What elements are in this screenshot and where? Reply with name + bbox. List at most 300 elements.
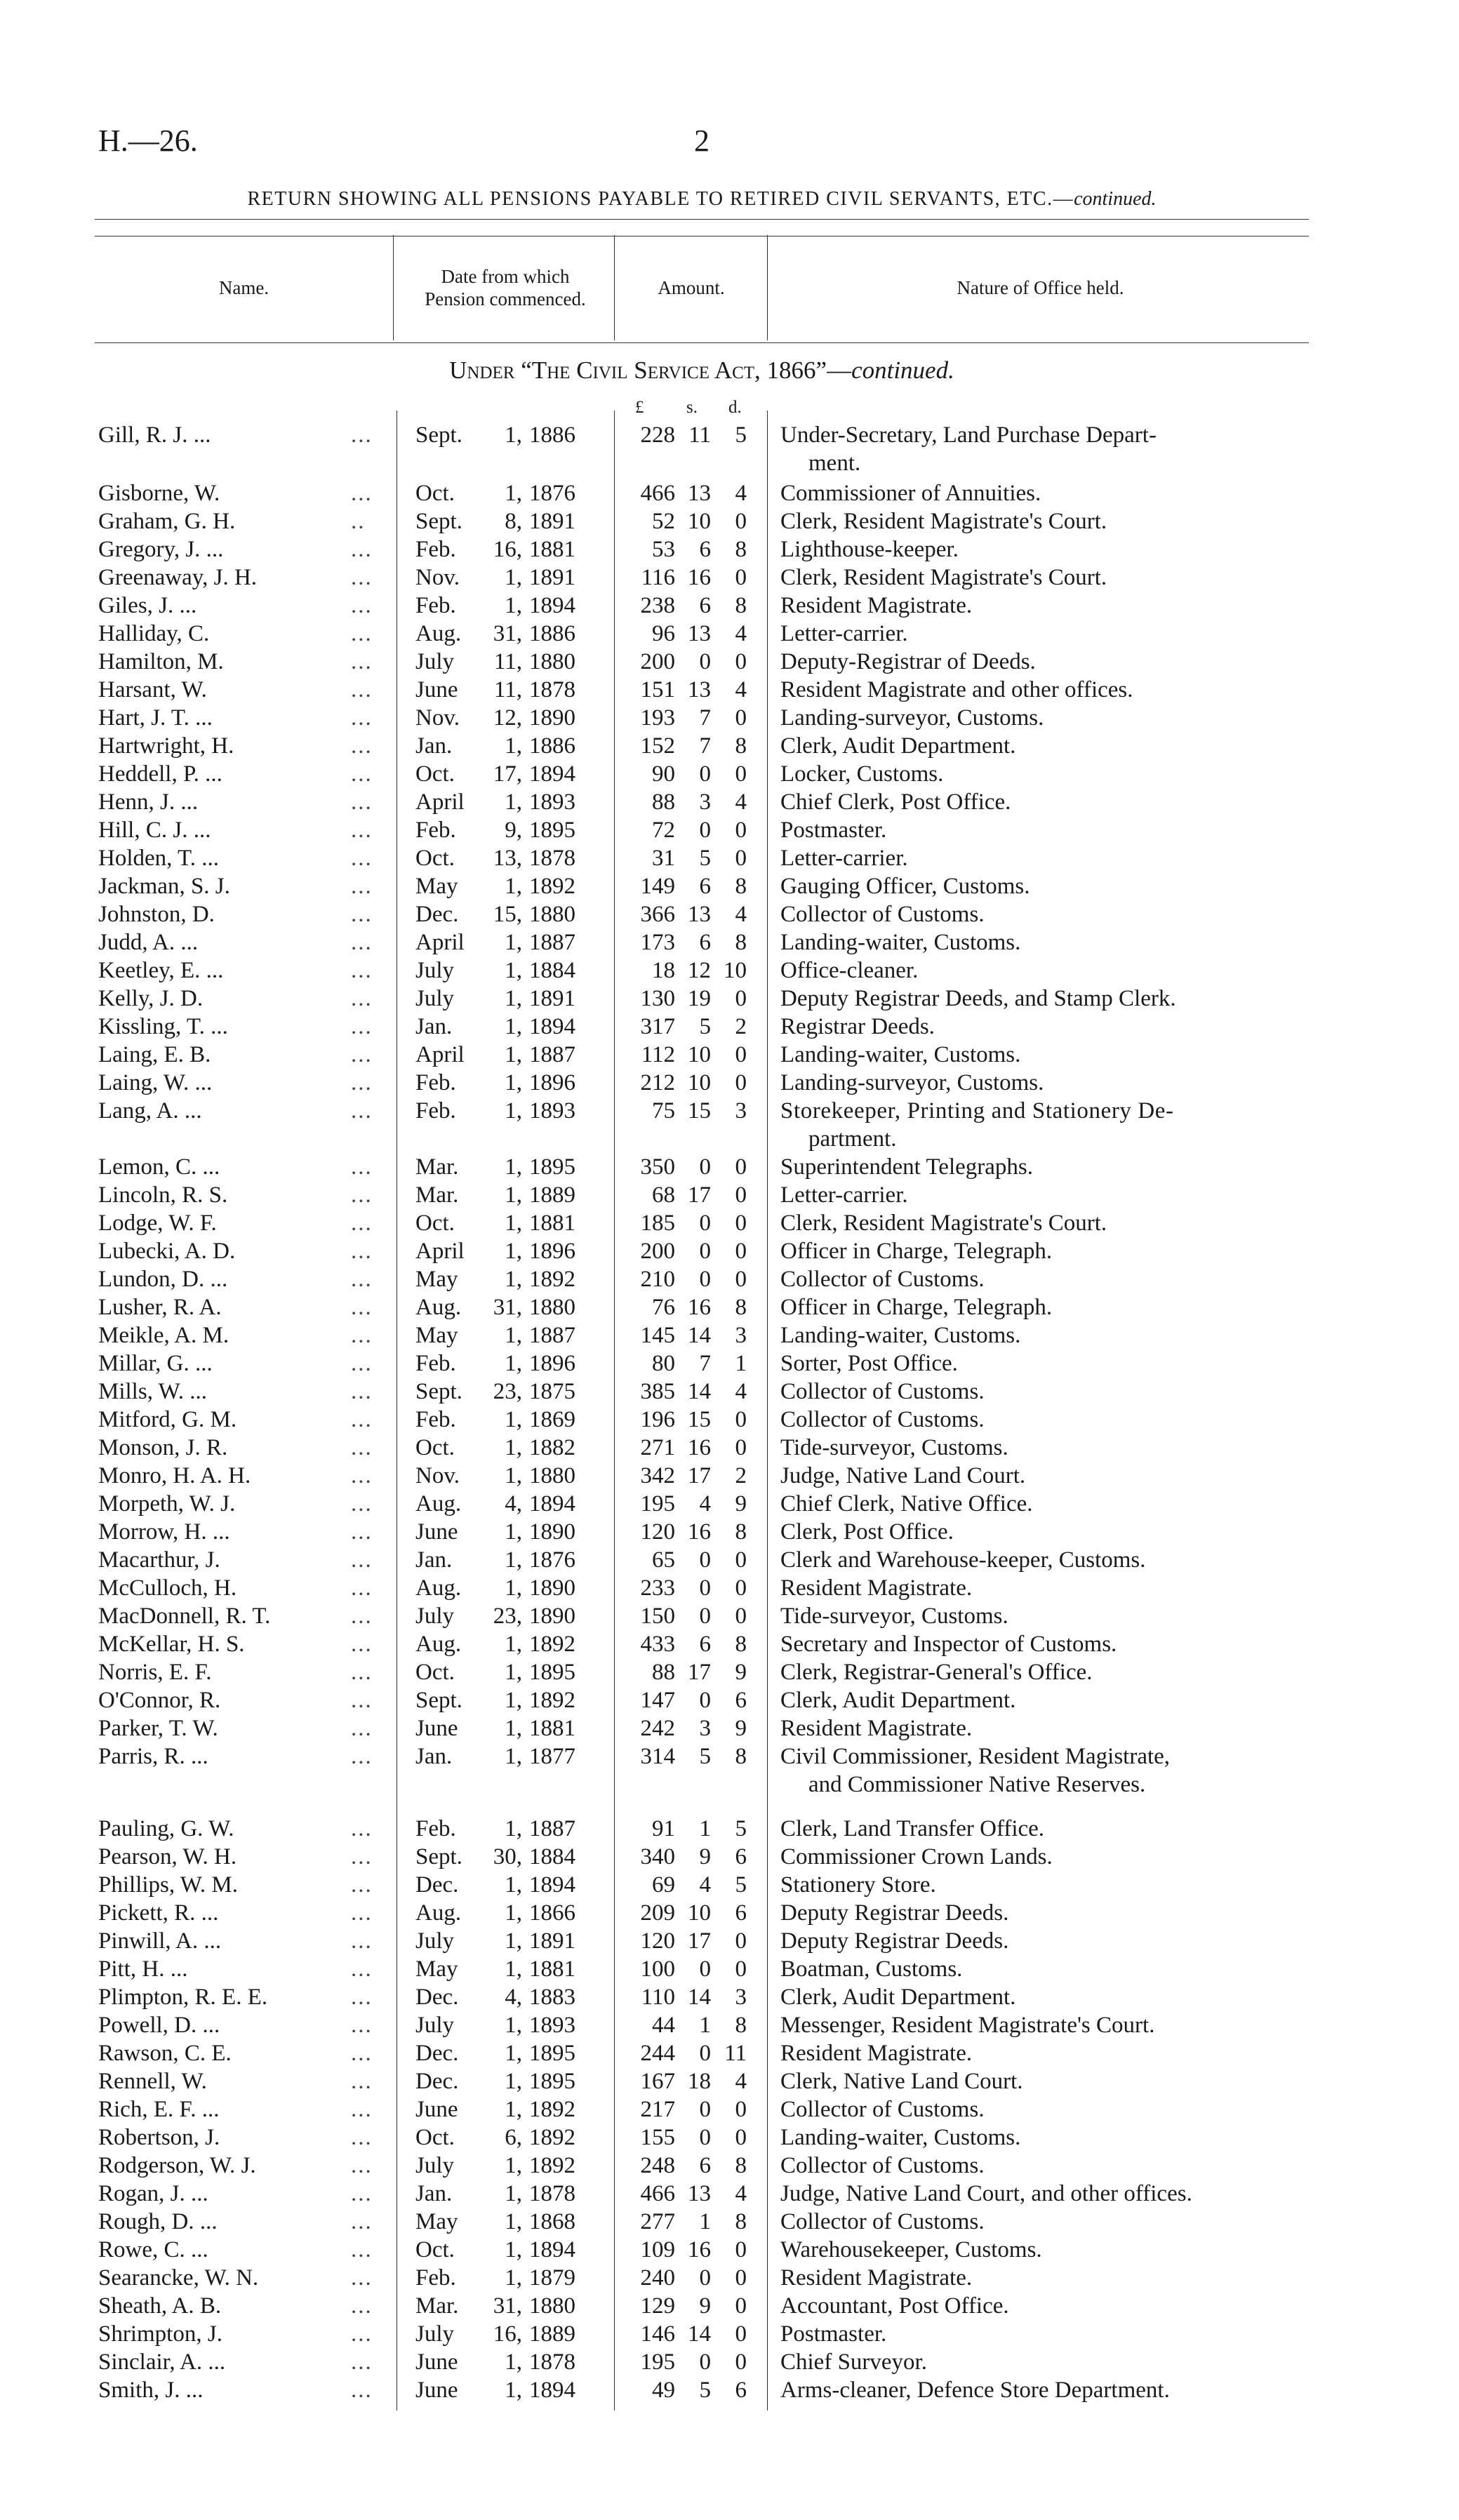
amount-pounds: 152	[640, 733, 675, 759]
pensioner-name: Henn, J. ...	[98, 789, 199, 815]
pension-start-day: 1,	[505, 1463, 522, 1488]
leader-dots: ...	[351, 789, 373, 815]
pensioner-name: Sheath, A. B.	[98, 2293, 222, 2319]
amount-shillings: 19	[688, 986, 711, 1011]
office-held: Clerk, Resident Magistrate's Court.	[780, 509, 1107, 534]
pension-start-year: 1896	[529, 1351, 575, 1376]
pension-start-year: 1890	[529, 705, 575, 731]
office-held	[780, 1742, 1170, 1799]
amount-pence: 4	[735, 677, 747, 702]
table-row	[0, 1237, 1459, 1265]
amount-pounds: 145	[640, 1323, 675, 1348]
amount-shillings: 0	[699, 649, 711, 674]
table-row	[0, 704, 1459, 732]
pension-start-month: July	[415, 1604, 455, 1629]
pensioner-name: Pinwill, A. ...	[98, 1928, 222, 1954]
pensioner-name: Powell, D. ...	[98, 2013, 220, 2038]
pension-start-year: 1884	[529, 1844, 575, 1869]
pension-start-year: 1882	[529, 1435, 575, 1460]
amount-pounds: 317	[640, 1014, 675, 1039]
amount-pence: 8	[735, 2013, 747, 2038]
table-row	[0, 2236, 1459, 2264]
amount-shillings: 5	[699, 1744, 711, 1769]
amount-pence: 3	[735, 1985, 747, 2010]
leader-dots: ...	[351, 1744, 373, 1769]
pension-start-year: 1895	[529, 2069, 575, 2094]
pension-start-day: 1,	[505, 2069, 522, 2094]
amount-shillings: 0	[699, 1267, 711, 1292]
pensioner-name: Lundon, D. ...	[98, 1267, 228, 1292]
pension-start-day: 1,	[505, 930, 522, 955]
amount-pounds: 75	[652, 1098, 675, 1124]
pensioner-name: Sinclair, A. ...	[98, 2349, 226, 2375]
leader-dots: ...	[351, 2125, 373, 2150]
office-held: Commissioner of Annuities.	[780, 481, 1041, 506]
office-held: Clerk, Resident Magistrate's Court.	[780, 565, 1107, 590]
office-held: Letter-carrier.	[780, 846, 908, 871]
amount-pence: 3	[735, 1098, 747, 1124]
amount-pounds: 244	[640, 2041, 675, 2066]
amount-pounds: 120	[640, 1928, 675, 1954]
amount-pounds: 195	[640, 1491, 675, 1516]
amount-shillings: 1	[699, 2013, 711, 2038]
table-row	[0, 985, 1459, 1013]
leader-dots: ...	[351, 902, 373, 927]
pensioner-name: Searancke, W. N.	[98, 2265, 259, 2291]
pension-start-day: 1,	[505, 2265, 522, 2291]
amount-shillings: 14	[688, 1323, 711, 1348]
amount-pounds: 112	[641, 1042, 675, 1067]
office-held: Lighthouse-keeper.	[780, 537, 959, 562]
pensioner-name: Monro, H. A. H.	[98, 1463, 251, 1488]
pension-start-month: Jan.	[415, 1744, 453, 1769]
column-separator	[393, 235, 394, 340]
pension-start-month: July	[415, 649, 455, 674]
amount-pounds: 233	[640, 1575, 675, 1601]
amount-pounds: 277	[640, 2209, 675, 2234]
amount-pounds: 155	[640, 2125, 675, 2150]
table-row	[0, 1927, 1459, 1955]
amount-pence: 9	[735, 1716, 747, 1741]
amount-pounds: 193	[640, 705, 675, 731]
pension-start-year: 1896	[529, 1070, 575, 1095]
pension-start-month: Oct.	[415, 2125, 455, 2150]
pensioner-name: Giles, J. ...	[98, 593, 197, 618]
amount-shillings: 6	[699, 593, 711, 618]
amount-pounds: 342	[640, 1463, 675, 1488]
amount-shillings: 6	[699, 2153, 711, 2178]
table-row	[0, 788, 1459, 816]
leader-dots: ...	[351, 846, 373, 871]
leader-dots: ...	[351, 2321, 373, 2347]
amount-pence: 5	[735, 1872, 747, 1898]
leader-dots: ...	[351, 1463, 373, 1488]
amount-shillings: 0	[699, 2041, 711, 2066]
amount-pence: 9	[735, 1660, 747, 1685]
amount-pence: 0	[735, 818, 747, 843]
office-held: Deputy Registrar Deeds.	[780, 1900, 1009, 1926]
pension-start-day: 1,	[505, 1239, 522, 1264]
office-held: Resident Magistrate.	[780, 1575, 973, 1601]
amount-pounds: 149	[640, 874, 675, 899]
leader-dots: ...	[351, 1660, 373, 1685]
amount-pence: 0	[735, 1267, 747, 1292]
amount-shillings: 0	[699, 1956, 711, 1982]
amount-pence: 8	[735, 733, 747, 759]
pension-start-month: Oct.	[415, 481, 455, 506]
pension-start-day: 1,	[505, 1519, 522, 1545]
table-row	[0, 1265, 1459, 1293]
pensioner-name: Morrow, H. ...	[98, 1519, 230, 1545]
amount-pounds: 340	[640, 1844, 675, 1869]
leader-dots: ...	[351, 1295, 373, 1320]
pension-start-month: Mar.	[415, 2293, 459, 2319]
table-row	[0, 421, 1459, 476]
amount-pence: 8	[735, 1295, 747, 1320]
table-row	[0, 2376, 1459, 2404]
pension-start-day: 30,	[493, 1844, 522, 1869]
pension-start-year: 1877	[529, 1744, 575, 1769]
leader-dots: ...	[351, 481, 373, 506]
table-row	[0, 564, 1459, 592]
amount-pence: 0	[735, 1042, 747, 1067]
leader-dots: ...	[351, 1547, 373, 1573]
table-row	[0, 1630, 1459, 1658]
amount-pence: 4	[735, 1379, 747, 1404]
amount-shillings: 4	[699, 1872, 711, 1898]
pension-start-year: 1887	[529, 1042, 575, 1067]
pensioner-name: Rogan, J. ...	[98, 2181, 208, 2206]
amount-pence: 6	[735, 1900, 747, 1926]
office-held: Collector of Customs.	[780, 1267, 985, 1292]
pension-start-day: 1,	[505, 1660, 522, 1685]
pension-start-day: 4,	[505, 1491, 522, 1516]
pensioner-name: Gill, R. J. ...	[98, 422, 211, 448]
office-held: Collector of Customs.	[780, 902, 985, 927]
amount-pence: 0	[735, 1211, 747, 1236]
office-held: Locker, Customs.	[780, 761, 944, 787]
pension-start-day: 1,	[505, 1407, 522, 1432]
amount-shillings: 10	[688, 1042, 711, 1067]
amount-shillings: 0	[699, 1211, 711, 1236]
office-held-line: and Commissioner Native Reserves.	[808, 1772, 1146, 1797]
leader-dots: ...	[351, 986, 373, 1011]
pension-start-day: 1,	[505, 2153, 522, 2178]
leader-dots: ...	[351, 1211, 373, 1236]
leader-dots: ...	[351, 1985, 373, 2010]
pension-start-day: 1,	[505, 422, 522, 448]
leader-dots: ...	[351, 2153, 373, 2178]
amount-pence: 5	[735, 1816, 747, 1841]
amount-pounds: 18	[652, 958, 675, 983]
amount-pounds: 350	[640, 1154, 675, 1180]
amount-pounds: 110	[641, 1985, 675, 2010]
amount-pounds: 49	[652, 2378, 675, 2403]
office-held: Sorter, Post Office.	[780, 1351, 958, 1376]
amount-pounds: 76	[652, 1295, 675, 1320]
leader-dots: ...	[351, 1014, 373, 1039]
table-row	[0, 2095, 1459, 2124]
leader-dots: ...	[351, 818, 373, 843]
leader-dots: ...	[351, 2349, 373, 2375]
leader-dots: ...	[351, 1872, 373, 1898]
pensioner-name: Hamilton, M.	[98, 649, 224, 674]
pension-start-day: 1,	[505, 2041, 522, 2066]
pension-start-day: 1,	[505, 874, 522, 899]
leader-dots: ...	[351, 1435, 373, 1460]
pensioner-name: Rowe, C. ...	[98, 2237, 208, 2262]
amount-pence: 8	[735, 874, 747, 899]
pension-start-year: 1892	[529, 2097, 575, 2122]
pensioner-name: Pitt, H. ...	[98, 1956, 188, 1982]
pension-start-month: April	[415, 930, 465, 955]
pension-start-day: 13,	[493, 846, 522, 871]
leader-dots: ...	[351, 2181, 373, 2206]
amount-pence: 0	[735, 1928, 747, 1954]
column-separator	[767, 235, 768, 340]
amount-pence: 0	[735, 565, 747, 590]
pension-start-month: May	[415, 874, 458, 899]
amount-pounds: 196	[640, 1407, 675, 1432]
pension-start-year: 1881	[529, 537, 575, 562]
office-held: Chief Surveyor.	[780, 2349, 927, 2375]
amount-pounds: 210	[640, 1267, 675, 1292]
office-held: Officer in Charge, Telegraph.	[780, 1239, 1053, 1264]
office-held: Registrar Deeds.	[780, 1014, 935, 1039]
amount-pounds: 146	[640, 2321, 675, 2347]
pension-start-month: April	[415, 1239, 465, 1264]
leader-dots: ...	[351, 537, 373, 562]
column-separator	[614, 235, 615, 340]
table-row	[0, 844, 1459, 872]
amount-pounds: 129	[640, 2293, 675, 2319]
table-row	[0, 1546, 1459, 1574]
pension-start-day: 9,	[505, 818, 522, 843]
amount-pence: 0	[735, 705, 747, 731]
table-row	[0, 2152, 1459, 2180]
table-row	[0, 928, 1459, 956]
pension-start-month: Dec.	[415, 2069, 459, 2094]
pension-start-year: 1878	[529, 2181, 575, 2206]
pension-start-month: May	[415, 1323, 458, 1348]
amount-pence: 0	[735, 986, 747, 1011]
office-held: Deputy Registrar Deeds.	[780, 1928, 1009, 1954]
leader-dots: ...	[351, 930, 373, 955]
table-header	[95, 235, 1309, 340]
pensioner-name: Judd, A. ...	[98, 930, 199, 955]
pensioner-name: Mills, W. ...	[98, 1379, 207, 1404]
leader-dots: ...	[351, 1716, 373, 1741]
office-held: Arms-cleaner, Defence Store Department.	[780, 2378, 1170, 2403]
pension-start-month: Aug.	[415, 621, 462, 646]
pension-start-month: Aug.	[415, 1491, 462, 1516]
leader-dots: ...	[351, 1604, 373, 1629]
pension-start-year: 1881	[529, 1956, 575, 1982]
leader-dots: ...	[351, 1632, 373, 1657]
office-held: Resident Magistrate.	[780, 593, 973, 618]
amount-shillings: 5	[699, 846, 711, 871]
amount-pence: 0	[735, 2237, 747, 2262]
table-row	[0, 1602, 1459, 1630]
amount-pounds: 242	[640, 1716, 675, 1741]
office-held: Stationery Store.	[780, 1872, 936, 1898]
office-held	[780, 1097, 1174, 1153]
pensioner-name: Macarthur, J.	[98, 1547, 220, 1573]
pension-start-month: June	[415, 2349, 458, 2375]
pension-start-month: May	[415, 2209, 458, 2234]
pension-start-day: 17,	[493, 761, 522, 787]
leader-dots: ...	[351, 1688, 373, 1713]
office-held: Collector of Customs.	[780, 2209, 985, 2234]
amount-pence: 4	[735, 481, 747, 506]
pension-start-year: 1868	[529, 2209, 575, 2234]
pension-start-month: Oct.	[415, 761, 455, 787]
pensioner-name: Norris, E. F.	[98, 1660, 212, 1685]
leader-dots: ...	[351, 1928, 373, 1954]
leader-dots: ...	[351, 1323, 373, 1348]
amount-shillings: 16	[688, 565, 711, 590]
pension-start-month: Aug.	[415, 1900, 462, 1926]
amount-pence: 4	[735, 902, 747, 927]
pensioner-name: Parris, R. ...	[98, 1744, 208, 1769]
amount-pence: 0	[735, 2293, 747, 2319]
pension-start-month: Oct.	[415, 1435, 455, 1460]
pension-start-year: 1892	[529, 2153, 575, 2178]
amount-pence: 1	[735, 1351, 747, 1376]
table-row	[0, 1742, 1459, 1797]
office-held: Judge, Native Land Court.	[780, 1463, 1026, 1488]
amount-pence: 4	[735, 621, 747, 646]
amount-pounds: 44	[652, 2013, 675, 2038]
pension-start-day: 6,	[505, 2125, 522, 2150]
pension-start-year: 1889	[529, 2321, 575, 2347]
office-held: Superintendent Telegraphs.	[780, 1154, 1033, 1180]
office-held: Messenger, Resident Magistrate's Court.	[780, 2013, 1155, 2038]
amount-shillings: 16	[688, 1295, 711, 1320]
amount-pence: 6	[735, 1688, 747, 1713]
office-held-line: Under-Secretary, Land Purchase Depart-	[780, 422, 1157, 448]
amount-pence: 4	[735, 2069, 747, 2094]
amount-pence: 8	[735, 1632, 747, 1657]
pension-start-day: 1,	[505, 1872, 522, 1898]
amount-shillings: 0	[699, 1547, 711, 1573]
table-row	[0, 1714, 1459, 1742]
pension-start-day: 1,	[505, 1211, 522, 1236]
amount-pence: 0	[735, 1070, 747, 1095]
amount-pence: 0	[735, 2265, 747, 2291]
pension-start-year: 1893	[529, 1098, 575, 1124]
pensioner-name: Mitford, G. M.	[98, 1407, 237, 1432]
column-header-amount: Amount.	[658, 277, 725, 298]
pension-start-day: 15,	[493, 902, 522, 927]
table-row	[0, 676, 1459, 704]
pension-start-month: Jan.	[415, 1547, 453, 1573]
table-row	[0, 1899, 1459, 1927]
pension-start-year: 1875	[529, 1379, 575, 1404]
leader-dots: ...	[351, 1519, 373, 1545]
table-row	[0, 872, 1459, 900]
pension-start-day: 1,	[505, 2209, 522, 2234]
pounds-unit-label: £	[635, 398, 644, 417]
office-held: Gauging Officer, Customs.	[780, 874, 1030, 899]
leader-dots: ...	[351, 621, 373, 646]
leader-dots: ...	[351, 1267, 373, 1292]
amount-pounds: 96	[652, 621, 675, 646]
table-row	[0, 535, 1459, 564]
column-header-name: Name.	[218, 277, 269, 298]
table-row	[0, 1843, 1459, 1871]
pension-start-month: April	[415, 1042, 465, 1067]
amount-shillings: 18	[688, 2069, 711, 2094]
amount-shillings: 7	[699, 733, 711, 759]
pensioner-name: Graham, G. H.	[98, 509, 236, 534]
table-row	[0, 1983, 1459, 2011]
pension-start-month: Sept.	[415, 1844, 462, 1869]
pensioner-name: Hart, J. T. ...	[98, 705, 213, 731]
office-held: Commissioner Crown Lands.	[780, 1844, 1053, 1869]
amount-shillings: 3	[699, 789, 711, 815]
office-held: Letter-carrier.	[780, 1182, 908, 1208]
amount-shillings: 0	[699, 1604, 711, 1629]
pension-start-year: 1866	[529, 1900, 575, 1926]
pension-start-day: 1,	[505, 1956, 522, 1982]
amount-pounds: 212	[640, 1070, 675, 1095]
leader-dots: ...	[351, 422, 373, 448]
amount-shillings: 17	[688, 1928, 711, 1954]
leader-dots: ...	[351, 705, 373, 731]
pension-start-month: Feb.	[415, 1407, 456, 1432]
pension-start-year: 1894	[529, 593, 575, 618]
amount-shillings: 0	[699, 761, 711, 787]
leader-dots: ...	[351, 1070, 373, 1095]
pension-start-month: Dec.	[415, 902, 459, 927]
office-held: Clerk, Registrar-General's Office.	[780, 1660, 1093, 1685]
pensioner-name: Hill, C. J. ...	[98, 818, 211, 843]
pension-start-year: 1893	[529, 2013, 575, 2038]
pension-start-year: 1890	[529, 1519, 575, 1545]
office-held: Resident Magistrate.	[780, 2265, 973, 2291]
pensioner-name: Millar, G. ...	[98, 1351, 213, 1376]
pensioner-name: Lodge, W. F.	[98, 1211, 217, 1236]
amount-shillings: 3	[699, 1716, 711, 1741]
table-row	[0, 1041, 1459, 1069]
office-held: Clerk, Audit Department.	[780, 733, 1016, 759]
amount-pence: 0	[735, 761, 747, 787]
table-row	[0, 592, 1459, 620]
amount-shillings: 13	[688, 621, 711, 646]
leader-dots: ...	[351, 874, 373, 899]
pensioner-name: Laing, E. B.	[98, 1042, 211, 1067]
table-row	[0, 1815, 1459, 1843]
title-rule	[95, 219, 1309, 220]
pension-start-month: Jan.	[415, 2181, 453, 2206]
amount-shillings: 12	[688, 958, 711, 983]
amount-pounds: 240	[640, 2265, 675, 2291]
pension-start-year: 1892	[529, 1688, 575, 1713]
pension-start-year: 1893	[529, 789, 575, 815]
shillings-unit-label: s.	[686, 398, 698, 417]
section-heading	[95, 356, 1309, 385]
leader-dots: ...	[351, 2041, 373, 2066]
pensioner-name: McKellar, H. S.	[98, 1632, 245, 1657]
office-held: Landing-waiter, Customs.	[780, 2125, 1021, 2150]
amount-pence: 0	[735, 846, 747, 871]
amount-pounds: 466	[640, 481, 675, 506]
amount-pounds: 120	[640, 1519, 675, 1545]
amount-shillings: 0	[699, 2125, 711, 2150]
leader-dots: ..	[351, 509, 366, 534]
amount-pence: 0	[735, 2321, 747, 2347]
